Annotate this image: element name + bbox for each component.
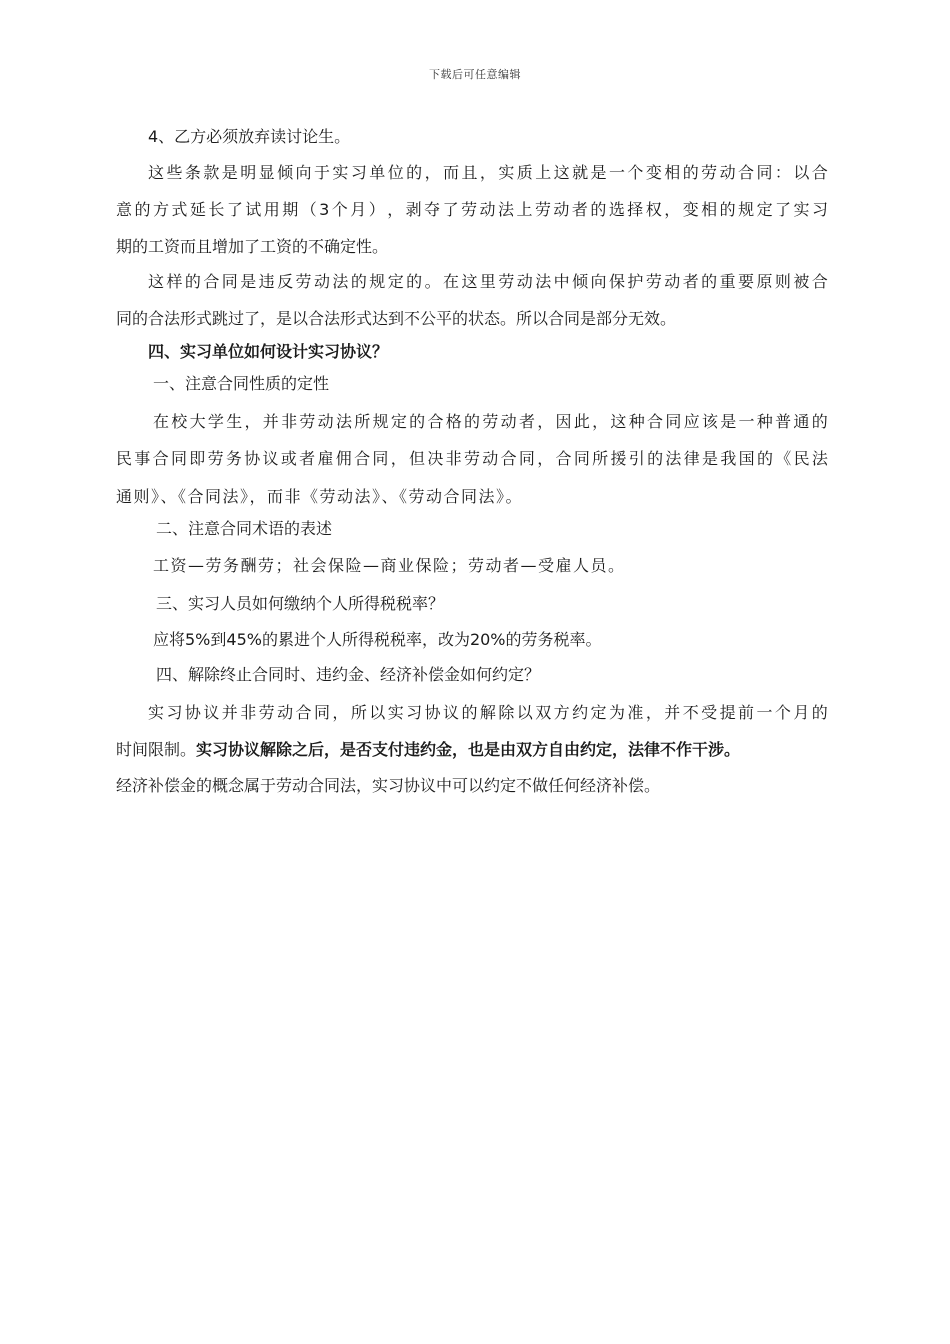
text-glyph: 动 [479, 200, 496, 219]
text-glyph: 重 [719, 272, 736, 291]
text-glyph: 协 [424, 703, 441, 722]
text-glyph: 律 [683, 449, 700, 468]
text-glyph: 的 [464, 412, 481, 431]
text-glyph: （ [300, 200, 317, 219]
text-glyph: ， [645, 703, 662, 722]
text-glyph: 劳 [645, 272, 662, 291]
text-glyph: 显 [258, 163, 275, 182]
text-glyph: ， [537, 449, 554, 468]
text-glyph: 动 [317, 412, 334, 431]
text-glyph: 同 [372, 449, 389, 468]
text-glyph: 并 [221, 703, 238, 722]
text-glyph: 上 [516, 200, 533, 219]
text-glyph: ， [592, 412, 609, 431]
text-glyph: 月 [793, 703, 810, 722]
text-glyph: 的 [811, 412, 828, 431]
text-glyph: 动 [719, 163, 736, 182]
subsection-heading: 二、注意合同术语的表述 [156, 519, 333, 538]
text-glyph: 民 [793, 449, 810, 468]
paragraph-line: 工资—劳务酬劳；社会保险—商业保险；劳动者—受雇人员。 [153, 556, 626, 575]
text-glyph: 试 [245, 200, 262, 219]
text-glyph: 的 [590, 200, 607, 219]
text-glyph: 保 [608, 272, 625, 291]
text-glyph: 劳 [299, 412, 316, 431]
text-glyph: 劳 [463, 449, 480, 468]
text-glyph: 我 [720, 449, 737, 468]
text-glyph: 而 [443, 163, 460, 182]
text-glyph: 援 [610, 449, 627, 468]
text-glyph: 动 [516, 272, 533, 291]
subsection-heading: 三、实习人员如何缴纳个人所得税税率？ [156, 594, 445, 613]
text-glyph: 同 [573, 449, 590, 468]
text-glyph: 定 [387, 272, 404, 291]
paragraph-line [148, 163, 828, 183]
text-glyph: 动 [313, 272, 330, 291]
text-glyph: 因 [555, 412, 572, 431]
text-glyph: 这 [610, 412, 627, 431]
text-glyph: 的 [756, 449, 773, 468]
text-glyph: 所 [592, 449, 609, 468]
text-glyph: 民 [116, 449, 133, 468]
text-glyph: 定 [390, 412, 407, 431]
text-glyph: 并 [262, 412, 279, 431]
text-glyph: 变 [645, 163, 662, 182]
text-glyph: 合 [555, 449, 572, 468]
text-glyph: 通 [793, 412, 810, 431]
text-glyph: 质 [516, 163, 533, 182]
text-glyph: 种 [628, 412, 645, 431]
text-glyph: 个 [331, 200, 348, 219]
text-glyph: 佣 [335, 449, 352, 468]
text-glyph: 法 [332, 272, 349, 291]
text-glyph: 定 [590, 703, 607, 722]
text-glyph: 样 [166, 272, 183, 291]
text-glyph: 中 [553, 272, 570, 291]
text-glyph: 向 [295, 163, 312, 182]
text-glyph: 合 [500, 449, 517, 468]
text-glyph: 是 [221, 163, 238, 182]
text-glyph: 实 [148, 703, 165, 722]
text-glyph: 3 [319, 200, 330, 219]
text-glyph: 于 [313, 163, 330, 182]
text-glyph: 约 [572, 703, 589, 722]
text-glyph: 相 [701, 200, 718, 219]
text-glyph: 要 [738, 272, 755, 291]
text-glyph: ， [387, 200, 404, 219]
text-glyph: 了 [442, 200, 459, 219]
text-glyph: 法 [498, 200, 515, 219]
text-glyph: 合 [152, 449, 169, 468]
text-glyph: 的 [811, 703, 828, 722]
paragraph-line [153, 412, 828, 432]
text-glyph: 上 [535, 163, 552, 182]
text-glyph: ， [537, 412, 554, 431]
text-glyph: 的 [406, 272, 423, 291]
text-glyph: 这 [461, 272, 478, 291]
text-glyph: 的 [719, 200, 736, 219]
text-glyph: 合 [203, 272, 220, 291]
text-glyph: 此 [573, 412, 590, 431]
text-glyph: 月 [350, 200, 367, 219]
text-glyph: 务 [225, 449, 242, 468]
text-glyph: 明 [240, 163, 257, 182]
text-glyph: 《 [775, 449, 792, 468]
text-glyph: 即 [189, 449, 206, 468]
text-glyph: 非 [240, 703, 257, 722]
text-glyph: 同 [756, 163, 773, 182]
text-glyph: 同 [221, 272, 238, 291]
text-glyph: 实 [793, 200, 810, 219]
text-glyph: ， [479, 163, 496, 182]
text-glyph: 同 [313, 703, 330, 722]
text-glyph: 协 [244, 449, 261, 468]
text-glyph: 这 [148, 163, 165, 182]
text-glyph: 意 [116, 200, 133, 219]
text-glyph: 协 [184, 703, 201, 722]
emphasized-sentence: 实习协议解除之后，是否支付违约金，也是由双方自由约定，法律不作干涉。 [196, 740, 741, 759]
text-glyph: 法 [811, 449, 828, 468]
text-glyph: 以 [793, 163, 810, 182]
text-glyph: 式 [171, 200, 188, 219]
text-glyph: 大 [189, 412, 206, 431]
text-glyph: 合 [738, 163, 755, 182]
text-glyph: 法 [665, 449, 682, 468]
text-glyph: ， [244, 412, 261, 431]
text-glyph: 了 [226, 200, 243, 219]
text-glyph: 动 [664, 272, 681, 291]
text-glyph: 不 [682, 703, 699, 722]
text-glyph: 实 [332, 163, 349, 182]
text-glyph: 是 [240, 272, 257, 291]
text-glyph: 同 [170, 449, 187, 468]
text-glyph: 提 [719, 703, 736, 722]
text-glyph: 决 [427, 449, 444, 468]
text-glyph: 合 [811, 163, 828, 182]
text-glyph: 为 [608, 703, 625, 722]
text-glyph: 非 [445, 449, 462, 468]
text-glyph: 条 [184, 163, 201, 182]
text-glyph: 合 [811, 272, 828, 291]
text-glyph: 并 [664, 703, 681, 722]
text-glyph: 规 [372, 412, 389, 431]
text-glyph: 或 [280, 449, 297, 468]
text-glyph: 合 [295, 703, 312, 722]
text-glyph: 选 [608, 200, 625, 219]
text-glyph: ， [332, 703, 349, 722]
text-glyph: 动 [277, 703, 294, 722]
text-glyph: 被 [793, 272, 810, 291]
text-glyph: 应 [683, 412, 700, 431]
text-glyph: 了 [775, 200, 792, 219]
text-glyph: 的 [134, 200, 151, 219]
text-glyph: 就 [572, 163, 589, 182]
text-glyph: 格 [445, 412, 462, 431]
text-glyph: 单 [369, 163, 386, 182]
text-glyph: 这 [148, 272, 165, 291]
paragraph-line [148, 703, 828, 723]
text-glyph: 一 [756, 703, 773, 722]
text-glyph: 一 [738, 412, 755, 431]
text-glyph: ） [368, 200, 385, 219]
text-glyph: 该 [701, 412, 718, 431]
text-glyph: 倾 [277, 163, 294, 182]
text-glyph: 以 [516, 703, 533, 722]
text-glyph: 同 [665, 412, 682, 431]
text-glyph: 权 [645, 200, 662, 219]
text-glyph: 择 [627, 200, 644, 219]
text-glyph: 动 [482, 449, 499, 468]
text-glyph: 定 [756, 200, 773, 219]
text-glyph: ， [424, 163, 441, 182]
text-glyph: 的 [682, 163, 699, 182]
text-glyph: 引 [628, 449, 645, 468]
text-glyph: 种 [756, 412, 773, 431]
text-glyph: 劳 [498, 272, 515, 291]
text-glyph: 延 [189, 200, 206, 219]
text-glyph: 剥 [405, 200, 422, 219]
text-glyph: 学 [207, 412, 224, 431]
text-glyph: 前 [738, 703, 755, 722]
line-plain-part: 时间限制。 [116, 740, 197, 759]
text-glyph: 的 [701, 272, 718, 291]
paragraph-line [116, 740, 740, 760]
text-glyph: 劳 [701, 163, 718, 182]
text-glyph: 是 [702, 449, 719, 468]
subsection-heading: 一、注意合同性质的定性 [153, 374, 330, 393]
subsection-heading: 四、解除终止合同时、违约金、经济补偿金如何约定？ [156, 665, 541, 684]
text-glyph: 倾 [572, 272, 589, 291]
text-glyph: 在 [153, 412, 170, 431]
text-glyph: 普 [775, 412, 792, 431]
text-glyph: 且 [461, 163, 478, 182]
text-glyph: 所 [354, 412, 371, 431]
text-glyph: ， [390, 449, 407, 468]
text-glyph: 准 [627, 703, 644, 722]
text-glyph: 劳 [461, 200, 478, 219]
text-glyph: 解 [479, 703, 496, 722]
paragraph-line [116, 449, 828, 469]
text-glyph: 议 [203, 703, 220, 722]
text-glyph: 动 [500, 412, 517, 431]
text-glyph: 相 [664, 163, 681, 182]
text-glyph: 但 [409, 449, 426, 468]
paragraph-line: 期的工资而且增加了工资的不确定性。 [116, 237, 389, 256]
paragraph-line: 同的合法形式跳过了，是以合法形式达到不公平的状态。所以合同是部分无效。 [116, 309, 677, 328]
text-glyph: 校 [171, 412, 188, 431]
text-glyph: 是 [590, 163, 607, 182]
text-glyph: 同 [518, 449, 535, 468]
text-glyph: 用 [263, 200, 280, 219]
text-glyph: 的 [184, 272, 201, 291]
text-glyph: 劳 [295, 272, 312, 291]
text-glyph: 受 [701, 703, 718, 722]
paragraph-line: 通则》、《合同法》，而非《劳动法》、《劳动合同法》。 [116, 487, 524, 506]
header-note: 下载后可任意编辑 [429, 68, 521, 81]
text-glyph: 法 [535, 272, 552, 291]
text-glyph: ： [774, 163, 791, 182]
text-glyph: 变 [682, 200, 699, 219]
text-glyph: 个 [627, 163, 644, 182]
text-glyph: 者 [682, 272, 699, 291]
paragraph-line: 4、乙方必须放弃读讨论生。 [148, 127, 351, 146]
text-glyph: 方 [152, 200, 169, 219]
text-glyph: 议 [262, 449, 279, 468]
text-glyph: 实 [498, 163, 515, 182]
text-glyph: 习 [406, 703, 423, 722]
text-glyph: 雇 [317, 449, 334, 468]
text-glyph: 反 [277, 272, 294, 291]
paragraph-line: 应将5%到45%的累进个人所得税税率，改为20%的劳务税率。 [153, 630, 602, 649]
text-glyph: 合 [427, 412, 444, 431]
text-glyph: 的 [350, 272, 367, 291]
text-glyph: 的 [647, 449, 664, 468]
text-glyph: 一 [608, 163, 625, 182]
text-glyph: 。 [424, 272, 441, 291]
paragraph-line: 经济补偿金的概念属于劳动合同法，实习协议中可以约定不做任何经济补偿。 [116, 776, 661, 795]
text-glyph: 期 [282, 200, 299, 219]
text-glyph: 个 [774, 703, 791, 722]
text-glyph: 生 [226, 412, 243, 431]
text-glyph: 以 [369, 703, 386, 722]
text-glyph: 除 [498, 703, 515, 722]
text-glyph: 者 [299, 449, 316, 468]
text-glyph: 国 [738, 449, 755, 468]
text-glyph: 习 [166, 703, 183, 722]
text-glyph: 习 [811, 200, 828, 219]
text-glyph: 劳 [258, 703, 275, 722]
text-glyph: 这 [553, 163, 570, 182]
text-glyph: 里 [479, 272, 496, 291]
text-glyph: 位 [387, 163, 404, 182]
text-glyph: 长 [208, 200, 225, 219]
text-glyph: 违 [258, 272, 275, 291]
text-glyph: 习 [350, 163, 367, 182]
text-glyph: 法 [335, 412, 352, 431]
text-glyph: 者 [571, 200, 588, 219]
text-glyph: 的 [461, 703, 478, 722]
text-glyph: 夺 [424, 200, 441, 219]
text-glyph: 事 [134, 449, 151, 468]
text-glyph: 双 [535, 703, 552, 722]
text-glyph: 规 [369, 272, 386, 291]
paragraph-line [148, 272, 828, 292]
text-glyph: 规 [738, 200, 755, 219]
text-glyph: 则 [774, 272, 791, 291]
text-glyph: ， [664, 200, 681, 219]
text-glyph: 的 [409, 412, 426, 431]
text-glyph: 议 [443, 703, 460, 722]
text-glyph: 非 [281, 412, 298, 431]
text-glyph: 原 [756, 272, 773, 291]
text-glyph: 方 [553, 703, 570, 722]
text-glyph: 劳 [482, 412, 499, 431]
text-glyph: 劳 [534, 200, 551, 219]
text-glyph: 向 [590, 272, 607, 291]
text-glyph: 是 [720, 412, 737, 431]
text-glyph: 款 [203, 163, 220, 182]
text-glyph: 实 [387, 703, 404, 722]
text-glyph: 劳 [207, 449, 224, 468]
section-heading: 四、实习单位如何设计实习协议？ [148, 342, 389, 361]
text-glyph: 动 [553, 200, 570, 219]
text-glyph: 合 [647, 412, 664, 431]
paragraph-line [116, 200, 828, 220]
text-glyph: 所 [350, 703, 367, 722]
text-glyph: 者 [518, 412, 535, 431]
text-glyph: 在 [443, 272, 460, 291]
text-glyph: 护 [627, 272, 644, 291]
text-glyph: 的 [406, 163, 423, 182]
text-glyph: 合 [354, 449, 371, 468]
text-glyph: 些 [166, 163, 183, 182]
